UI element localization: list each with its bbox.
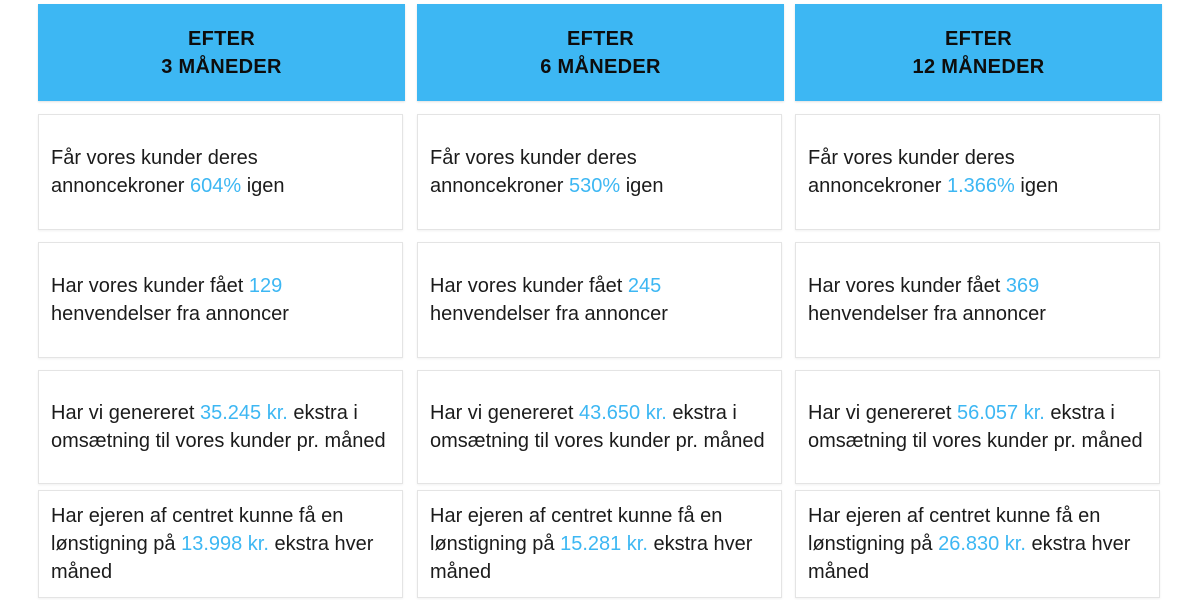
- stat-text-pre: Får vores kunder deres annoncekroner: [430, 147, 637, 197]
- stat-card-salary: [38, 490, 403, 598]
- stat-value: 13.998 kr.: [181, 533, 269, 555]
- stat-value: 245: [627, 275, 662, 297]
- stat-card-salary: [417, 490, 782, 598]
- stat-card-roi: [795, 114, 1160, 230]
- column-3-months: [38, 4, 405, 583]
- stat-value: 604%: [189, 175, 242, 197]
- stat-value: 35.245 kr.: [199, 402, 288, 424]
- stat-text-pre: Har vores kunder fået: [51, 275, 249, 297]
- stat-card-revenue: [417, 370, 782, 484]
- column-12-months: [795, 4, 1162, 583]
- stat-text-post: ekstra hver måned: [808, 533, 1131, 583]
- stat-text-post: igen: [1014, 175, 1059, 197]
- stat-value: 56.057 kr.: [956, 402, 1045, 424]
- stat-text: [808, 502, 1149, 586]
- stat-value: 15.281 kr.: [560, 533, 648, 555]
- stat-card-roi: [38, 114, 403, 230]
- stat-text-post: ekstra hver måned: [430, 533, 753, 583]
- stat-card-leads: [38, 242, 403, 358]
- stat-text-pre: Får vores kunder deres annoncekroner: [51, 147, 258, 197]
- stat-card-leads: [795, 242, 1160, 358]
- header-line-2: 12 MÅNEDER: [912, 55, 1045, 78]
- stat-card-leads: [417, 242, 782, 358]
- stat-value: 26.830 kr.: [938, 533, 1026, 555]
- stat-text: [430, 272, 771, 328]
- stat-value: 43.650 kr.: [578, 402, 667, 424]
- stat-value: 530%: [568, 175, 621, 197]
- stat-text-post: henvendelser fra annoncer: [51, 303, 289, 325]
- stat-card-salary: [795, 490, 1160, 598]
- stat-value: 369: [1005, 275, 1040, 297]
- stat-text-pre: Har vi genereret: [51, 402, 200, 424]
- column-header: [38, 4, 405, 101]
- stat-value: 129: [248, 275, 283, 297]
- stat-text: [51, 144, 392, 200]
- column-header: [795, 4, 1162, 101]
- stat-card-revenue: [795, 370, 1160, 484]
- stat-text-post: ekstra i omsætning til vores kunder pr. måned: [808, 402, 1143, 452]
- stat-text: [430, 144, 771, 200]
- stat-text: [51, 399, 392, 455]
- header-line-1: EFTER: [566, 27, 635, 50]
- stat-text-pre: Har ejeren af centret kunne få en lønstigning på: [430, 505, 723, 555]
- stat-text-post: igen: [241, 175, 285, 197]
- stat-text-pre: Har vi genereret: [430, 402, 579, 424]
- stat-text: [808, 144, 1149, 200]
- column-header: [417, 4, 784, 101]
- stat-text-pre: Har vi genereret: [808, 402, 957, 424]
- header-line-1: EFTER: [944, 27, 1013, 50]
- header-line-2: 3 MÅNEDER: [161, 55, 282, 78]
- stat-text-pre: Har ejeren af centret kunne få en lønstigning på: [808, 505, 1101, 555]
- stat-text: [51, 502, 392, 586]
- stat-text-pre: Får vores kunder deres annoncekroner: [808, 147, 1015, 197]
- stat-text-post: ekstra i omsætning til vores kunder pr. måned: [430, 402, 765, 452]
- stat-text: [430, 399, 771, 455]
- stat-card-roi: [417, 114, 782, 230]
- stat-text-post: igen: [620, 175, 664, 197]
- stat-text-post: henvendelser fra annoncer: [808, 303, 1046, 325]
- stat-text: [430, 502, 771, 586]
- header-line-1: EFTER: [187, 27, 256, 50]
- stat-value: 1.366%: [946, 175, 1015, 197]
- stat-text-post: ekstra hver måned: [51, 533, 374, 583]
- stat-text: [808, 272, 1149, 328]
- column-6-months: [417, 4, 784, 583]
- stat-text-post: ekstra i omsætning til vores kunder pr. måned: [51, 402, 386, 452]
- header-line-2: 6 MÅNEDER: [540, 55, 661, 78]
- stat-text-post: henvendelser fra annoncer: [430, 303, 668, 325]
- stat-text: [51, 272, 392, 328]
- stat-text-pre: Har ejeren af centret kunne få en lønstigning på: [51, 505, 344, 555]
- stat-text: [808, 399, 1149, 455]
- stat-card-revenue: [38, 370, 403, 484]
- stat-text-pre: Har vores kunder fået: [808, 275, 1006, 297]
- stat-text-pre: Har vores kunder fået: [430, 275, 628, 297]
